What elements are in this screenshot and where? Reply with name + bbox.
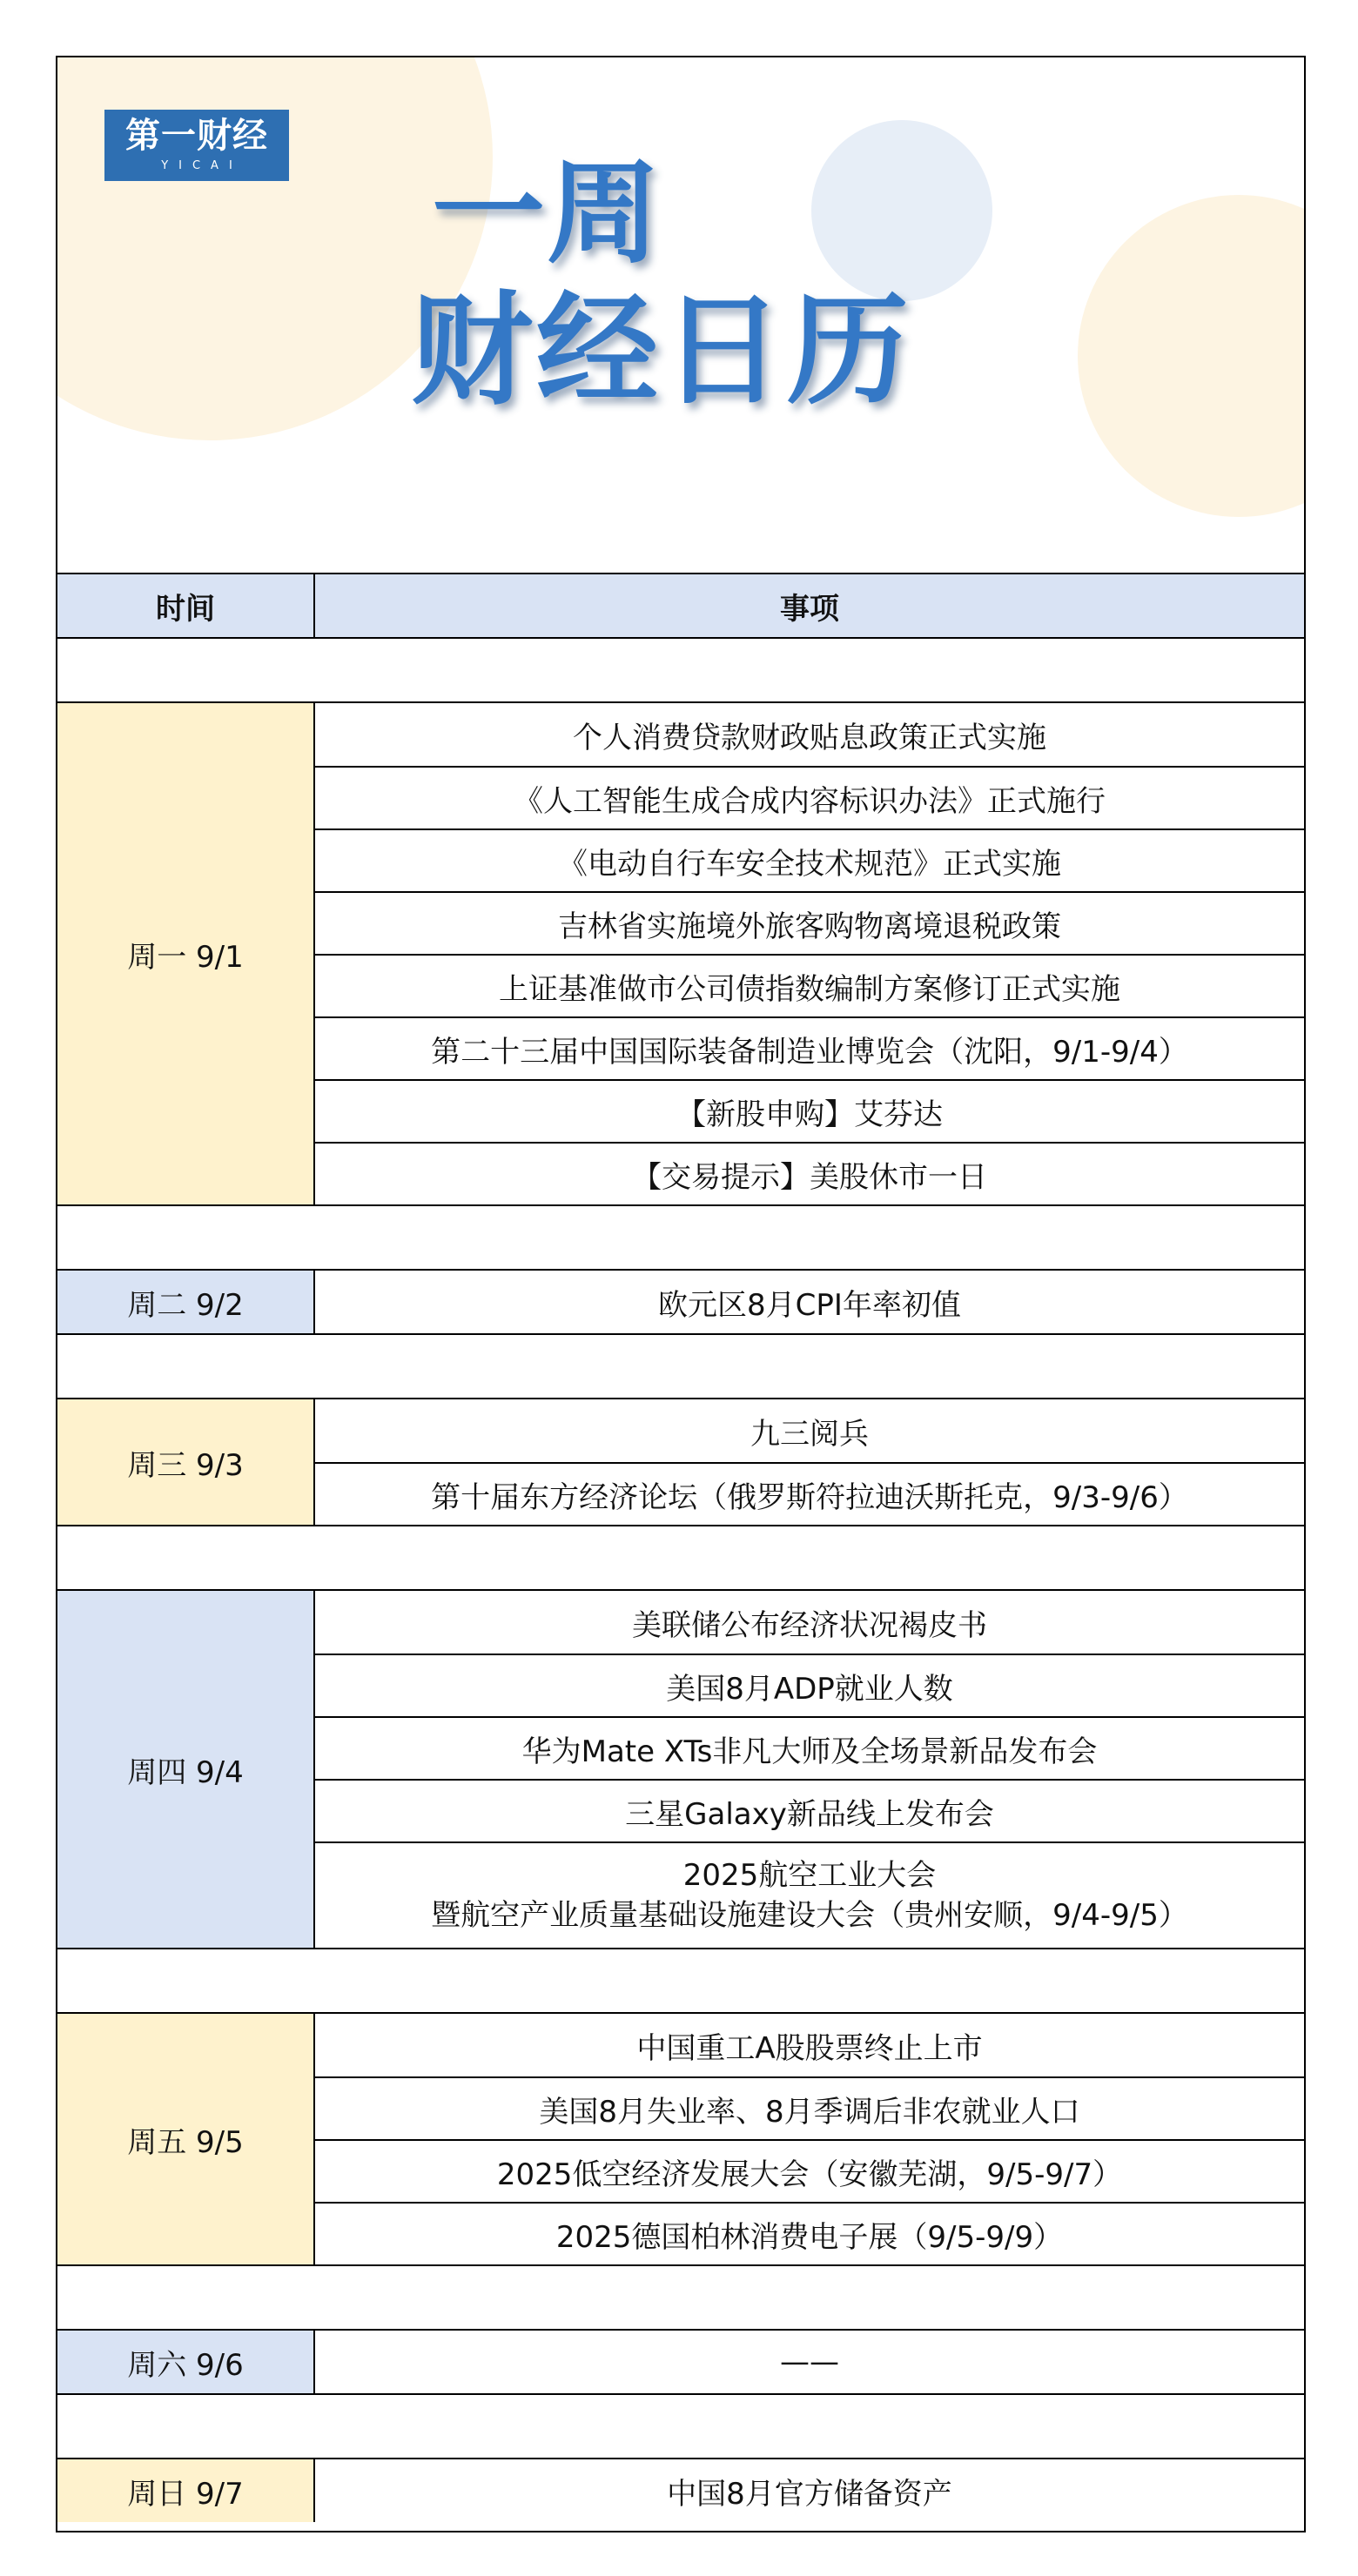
day-label: 周六 9/6 [57, 2331, 315, 2393]
event-item: 第十届东方经济论坛（俄罗斯符拉迪沃斯托克，9/3-9/6） [315, 1462, 1304, 1525]
event-line: 2025航空工业大会 [682, 1858, 937, 1893]
day-label: 周二 9/2 [57, 1271, 315, 1333]
event-item: 中国重工A股股票终止上市 [636, 2030, 983, 2066]
event-item: 美国8月ADP就业人数 [315, 1654, 1304, 1716]
event-item: 《电动自行车安全技术规范》正式实施 [315, 828, 1304, 891]
day-label: 周一 9/1 [57, 703, 315, 1204]
calendar-table [57, 573, 1304, 2522]
header-event: 事项 [315, 574, 1304, 637]
spacer-row [57, 1525, 1304, 1589]
event-item: 九三阅兵 [750, 1416, 869, 1452]
event-item: 中国8月官方储备资产 [667, 2476, 952, 2512]
decor-circle [811, 120, 992, 301]
event-list [315, 2459, 1304, 2522]
day-label: 周四 9/4 [57, 1591, 315, 1948]
title-line-2: 财经日历 [411, 280, 913, 422]
yicai-logo [104, 110, 289, 181]
event-item: 上证基准做市公司债指数编制方案修订正式实施 [315, 954, 1304, 1016]
spacer-row [57, 1204, 1304, 1269]
event-list [315, 2014, 1304, 2264]
day-label: 周五 9/5 [57, 2014, 315, 2264]
event-item: 美联储公布经济状况褐皮书 [632, 1607, 987, 1643]
event-item: 美国8月失业率、8月季调后非农就业人口 [315, 2076, 1304, 2139]
day-row-thursday [57, 1589, 1304, 1948]
day-row-sunday [57, 2458, 1304, 2522]
event-item: 个人消费贷款财政贴息政策正式实施 [573, 720, 1046, 755]
event-line: 暨航空产业质量基础设施建设大会（贵州安顺，9/4-9/5） [431, 1898, 1188, 1933]
title-line-1: 一周 [432, 147, 662, 279]
event-item: 吉林省实施境外旅客购物离境退税政策 [315, 891, 1304, 954]
event-item: 第二十三届中国国际装备制造业博览会（沈阳，9/1-9/4） [315, 1016, 1304, 1079]
calendar-frame [56, 56, 1306, 2532]
decor-circle [1078, 195, 1304, 517]
day-row-wednesday [57, 1398, 1304, 1525]
day-row-tuesday [57, 1269, 1304, 1333]
event-item: 【交易提示】美股休市一日 [315, 1142, 1304, 1204]
day-label: 周日 9/7 [57, 2459, 315, 2522]
event-item: 【新股申购】艾芬达 [315, 1079, 1304, 1142]
event-list [315, 1271, 1304, 1333]
table-header [57, 573, 1304, 637]
event-item-multiline [315, 1841, 1304, 1948]
event-item: 华为Mate XTs非凡大师及全场景新品发布会 [315, 1716, 1304, 1779]
logo-text: 第一财经 [125, 116, 268, 156]
logo-subtext: YICAI [161, 159, 243, 172]
day-row-saturday [57, 2329, 1304, 2393]
day-label: 周三 9/3 [57, 1399, 315, 1525]
event-item: 2025德国柏林消费电子展（9/5-9/9） [315, 2202, 1304, 2264]
spacer-row [57, 2393, 1304, 2458]
event-item: 三星Galaxy新品线上发布会 [315, 1779, 1304, 1841]
spacer-row [57, 1948, 1304, 2012]
spacer-row [57, 637, 1304, 701]
event-item: 欧元区8月CPI年率初值 [658, 1287, 961, 1323]
event-item: 《人工智能生成合成内容标识办法》正式施行 [315, 766, 1304, 828]
event-list [315, 2331, 1304, 2393]
day-row-monday [57, 701, 1304, 1204]
day-row-friday [57, 2012, 1304, 2264]
header-time: 时间 [57, 574, 315, 637]
event-list [315, 1591, 1304, 1948]
event-item: 2025低空经济发展大会（安徽芜湖，9/5-9/7） [315, 2139, 1304, 2202]
spacer-row [57, 1333, 1304, 1398]
event-list [315, 703, 1304, 1204]
event-item: —— [780, 2345, 839, 2379]
header-banner [57, 57, 1304, 573]
spacer-row [57, 2264, 1304, 2329]
event-list [315, 1399, 1304, 1525]
